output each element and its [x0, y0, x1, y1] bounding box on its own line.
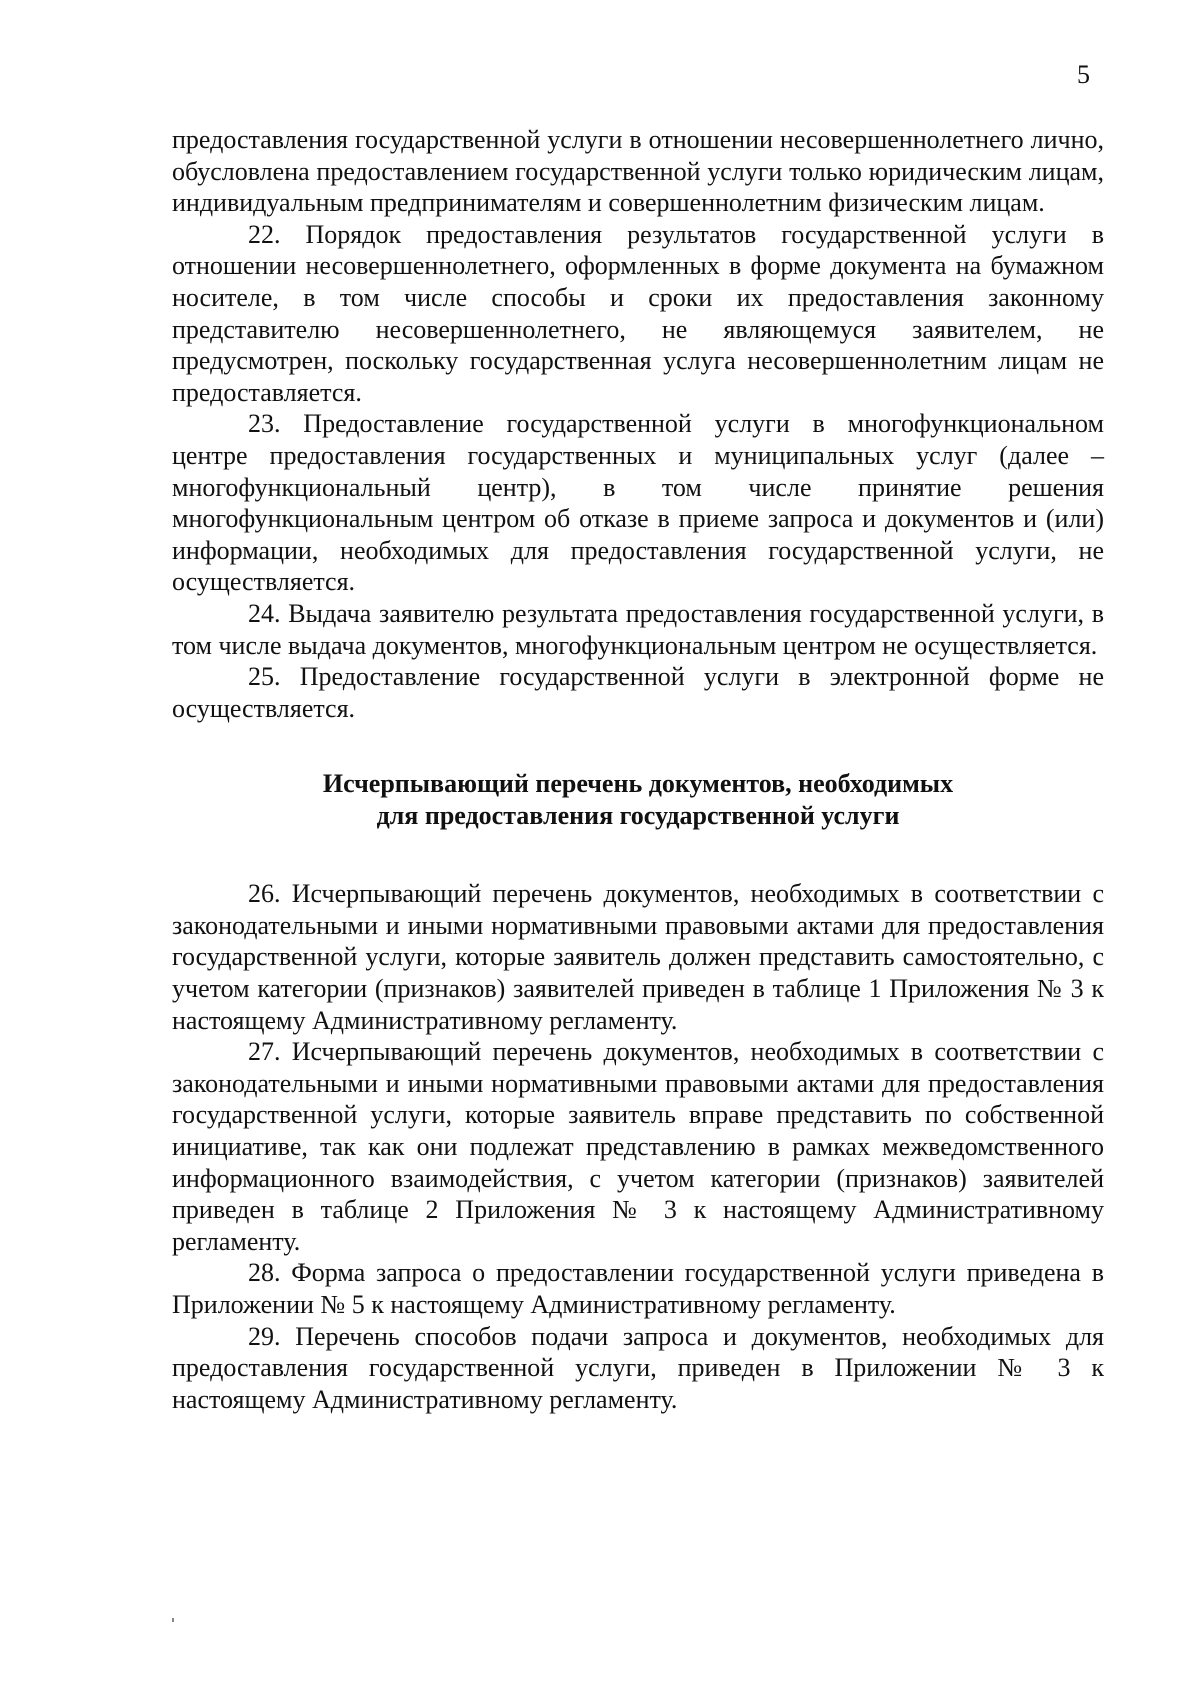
section-heading-line-1: Исчерпывающий перечень документов, необходимых	[322, 769, 954, 799]
paragraph-28: 28. Форма запроса о предоставлении государственной услуги приведена в Приложении № 5 к настоящему Административному регламенту.	[172, 1258, 1104, 1319]
scan-speck	[172, 1618, 174, 1622]
page-body	[172, 124, 1104, 1415]
paragraph-29: 29. Перечень способов подачи запроса и документов, необходимых для предоставления государственной услуги, приведен в Приложении № 3 к настоящему Административному регламенту.	[172, 1321, 1104, 1414]
page-number: 5	[1077, 60, 1090, 89]
paragraph-26: 26. Исчерпывающий перечень документов, необходимых в соответствии с законодательными и иными нормативными правовыми актами для предоставления государственной услуги, которые заявитель должен представить самостоятельно, с учетом категории (признаков) заявителей приведен в таблице 1 Приложения № 3 к настоящему Административному регламенту.	[172, 879, 1104, 1035]
paragraph-continuation: предоставления государственной услуги в отношении несовершеннолетнего лично, обусловлена предоставлением государственной услуги только юридическим лицам, индивидуальным предпринимателям и совершеннолетним физическим лицам.	[172, 125, 1104, 218]
paragraph-27: 27. Исчерпывающий перечень документов, необходимых в соответствии с законодательными и иными нормативными правовыми актами для предоставления государственной услуги, которые заявитель вправе представить по собственной инициативе, так как они подлежат представлению в рамках межведомственного информационного взаимодействия, с учетом категории (признаков) заявителей приведен в таблице 2 Приложения № 3 к настоящему Административному регламенту.	[172, 1037, 1104, 1256]
paragraph-23: 23. Предоставление государственной услуги в многофункциональном центре предоставления государственных и муниципальных услуг (далее – многофункциональный центр), в том числе принятие решения многофункциональным центром об отказе в приеме запроса и документов и (или) информации, необходимых для предоставления государственной услуги, не осуществляется.	[172, 409, 1104, 597]
paragraph-22: 22. Порядок предоставления результатов государственной услуги в отношении несовершеннолетнего, оформленных в форме документа на бумажном носителе, в том числе способы и сроки их предоставления законному представителю несовершеннолетнего, не являющемуся заявителем, не предусмотрен, поскольку государственная услуга несовершеннолетним лицам не предоставляется.	[172, 219, 1104, 407]
section-heading	[172, 768, 1104, 832]
paragraph-24: 24. Выдача заявителю результата предоставления государственной услуги, в том числе выдача документов, многофункциональным центром не осуществляется.	[172, 598, 1104, 660]
paragraph-25: 25. Предоставление государственной услуги в электронной форме не осуществляется.	[172, 662, 1104, 723]
section-heading-line-2: для предоставления государственной услуги	[376, 801, 900, 831]
